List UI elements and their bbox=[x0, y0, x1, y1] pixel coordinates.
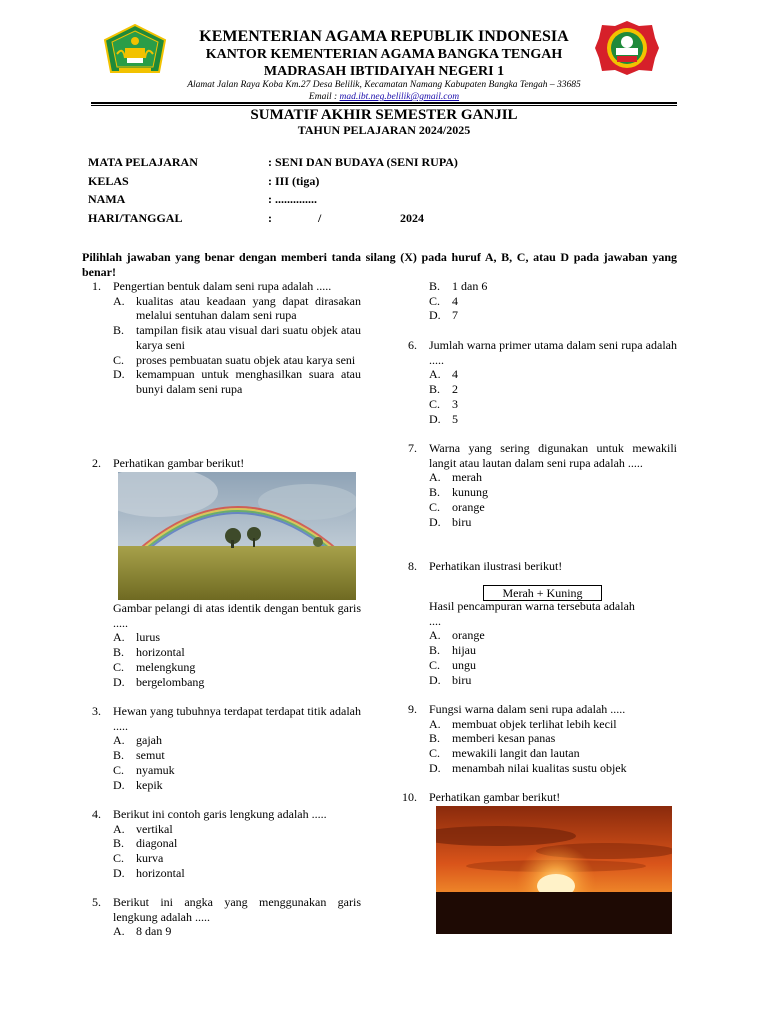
question-9 bbox=[397, 702, 677, 776]
option-d[interactable]: D. menambah nilai kualitas sustu objek bbox=[429, 760, 627, 775]
header-rule-thick bbox=[91, 102, 677, 104]
question-text: Perhatikan gambar berikut! bbox=[113, 456, 245, 470]
option-c[interactable]: C. 4 bbox=[429, 293, 458, 308]
question-8 bbox=[397, 559, 677, 574]
option-d[interactable]: D. kemampuan untuk menghasilkan suara atau bunyi dalam seni rupa bbox=[113, 367, 361, 396]
question-4 bbox=[81, 807, 361, 881]
question-text: Berikut ini contoh garis lengkung adalah ..... bbox=[113, 807, 327, 821]
option-c[interactable]: C. melengkung bbox=[113, 659, 196, 674]
instruction: Pilihlah jawaban yang benar dengan memberi tanda silang (X) pada huruf A, B, C, atau D pada jawaban yang benar! bbox=[82, 250, 677, 279]
option-a[interactable]: A. 8 dan 9 bbox=[113, 924, 172, 939]
option-d[interactable]: D. biru bbox=[429, 514, 472, 529]
question-number: 10. bbox=[402, 790, 417, 804]
question-followup: Gambar pelangi di atas identik dengan bentuk garis ..... bbox=[113, 601, 361, 630]
option-a[interactable]: A. gajah bbox=[113, 733, 162, 748]
sunset-image bbox=[436, 806, 672, 934]
question-number: 1. bbox=[92, 279, 101, 293]
option-c[interactable]: C. proses pembuatan suatu objek atau karya seni bbox=[113, 352, 356, 367]
question-text: Perhatikan ilustrasi berikut! bbox=[429, 559, 563, 573]
option-b[interactable]: B. hijau bbox=[429, 643, 476, 658]
question-3 bbox=[81, 704, 361, 792]
school-title: MADRASAH IBTIDAIYAH NEGERI 1 bbox=[263, 64, 505, 79]
question-text: Perhatikan gambar berikut! bbox=[429, 790, 561, 804]
question-followup: Hasil pencampuran warna tersebuta adalah .... bbox=[429, 599, 635, 628]
class-value: : III (tiga) bbox=[268, 174, 320, 188]
option-d[interactable]: D. biru bbox=[429, 672, 472, 687]
email-link[interactable]: mad.ibt.neg.belilik@gmail.com bbox=[339, 92, 460, 102]
option-b[interactable]: B. kunung bbox=[429, 485, 488, 500]
option-d[interactable]: D. bergelombang bbox=[113, 674, 205, 689]
email-label: Email : bbox=[308, 92, 340, 102]
option-c[interactable]: C. ungu bbox=[429, 657, 476, 672]
question-text: Hewan yang tubuhnya terdapat terdapat titik adalah ..... bbox=[113, 704, 361, 733]
ministry-title: KEMENTERIAN AGAMA REPUBLIK INDONESIA bbox=[199, 28, 569, 45]
option-a[interactable]: A. lurus bbox=[113, 630, 160, 645]
date-slash: / bbox=[318, 211, 322, 225]
option-a[interactable]: A. 4 bbox=[429, 367, 458, 382]
option-b[interactable]: B. diagonal bbox=[113, 836, 178, 851]
option-b[interactable]: B. semut bbox=[113, 748, 165, 763]
question-text: Fungsi warna dalam seni rupa adalah ..... bbox=[429, 702, 626, 716]
date-colon: : bbox=[268, 211, 272, 225]
option-d[interactable]: D. 7 bbox=[429, 308, 458, 323]
class-label: KELAS bbox=[88, 174, 129, 188]
option-a[interactable]: A. merah bbox=[429, 470, 482, 485]
exam-title: SUMATIF AKHIR SEMESTER GANJIL bbox=[250, 107, 518, 123]
option-b[interactable]: B. memberi kesan panas bbox=[429, 731, 556, 746]
option-c[interactable]: C. 3 bbox=[429, 396, 458, 411]
question-5-continued bbox=[429, 279, 677, 323]
option-d[interactable]: D. horizontal bbox=[113, 865, 185, 880]
question-number: 5. bbox=[92, 895, 101, 909]
date-label: HARI/TANGGAL bbox=[88, 211, 183, 225]
question-text: Pengertian bentuk dalam seni rupa adalah ..... bbox=[113, 279, 332, 293]
option-b[interactable]: B. 1 dan 6 bbox=[429, 279, 488, 293]
option-c[interactable]: C. nyamuk bbox=[113, 762, 175, 777]
name-value: : .............. bbox=[268, 192, 317, 206]
question-8-options bbox=[429, 599, 649, 687]
question-5 bbox=[81, 895, 361, 939]
question-number: 9. bbox=[408, 702, 417, 716]
option-c[interactable]: C. mewakili langit dan lautan bbox=[429, 746, 580, 761]
question-1 bbox=[81, 279, 361, 397]
option-a[interactable]: A. orange bbox=[429, 628, 485, 643]
header-rule-thin bbox=[91, 105, 677, 106]
date-year: 2024 bbox=[400, 211, 424, 225]
option-b[interactable]: B. 2 bbox=[429, 382, 458, 397]
option-b[interactable]: B. horizontal bbox=[113, 645, 185, 660]
exam-year: TAHUN PELAJARAN 2024/2025 bbox=[297, 123, 471, 137]
question-number: 3. bbox=[92, 704, 101, 718]
subject-label: MATA PELAJARAN bbox=[88, 155, 198, 169]
option-a[interactable]: A. kualitas atau keadaan yang dapat dirasakan melalui sentuhan dalam seni rupa bbox=[113, 293, 361, 323]
question-text: Warna yang sering digunakan untuk mewakili langit atau lautan dalam seni rupa adalah ..... bbox=[429, 441, 677, 470]
option-d[interactable]: D. 5 bbox=[429, 411, 458, 426]
option-c[interactable]: C. kurva bbox=[113, 851, 164, 866]
color-mix-box: Merah + Kuning bbox=[483, 585, 602, 601]
rainbow-image bbox=[118, 472, 356, 600]
question-number: 2. bbox=[92, 456, 101, 470]
question-6 bbox=[397, 338, 677, 426]
name-label: NAMA bbox=[88, 192, 126, 206]
school-address: Alamat Jalan Raya Koba Km.27 Desa Belilik, Kecamatan Namang Kabupaten Bangka Tengah – 33685 bbox=[187, 80, 581, 90]
question-2-options bbox=[113, 601, 361, 689]
question-text: Jumlah warna primer utama dalam seni rupa adalah ..... bbox=[429, 338, 677, 367]
question-number: 6. bbox=[408, 338, 417, 352]
question-number: 8. bbox=[408, 559, 417, 573]
option-d[interactable]: D. kepik bbox=[113, 777, 163, 792]
option-c[interactable]: C. orange bbox=[429, 499, 485, 514]
question-number: 4. bbox=[92, 807, 101, 821]
email-line bbox=[0, 92, 768, 102]
question-2 bbox=[81, 456, 361, 471]
question-number: 7. bbox=[408, 441, 417, 455]
option-b[interactable]: B. tampilan fisik atau visual dari suatu objek atau karya seni bbox=[113, 323, 361, 352]
question-text: Berikut ini angka yang menggunakan garis lengkung adalah ..... bbox=[113, 895, 361, 924]
question-7 bbox=[397, 441, 677, 529]
office-title: KANTOR KEMENTERIAN AGAMA BANGKA TENGAH bbox=[205, 47, 563, 62]
option-a[interactable]: A. membuat objek terlihat lebih kecil bbox=[429, 716, 617, 731]
option-a[interactable]: A. vertikal bbox=[113, 821, 173, 836]
question-10 bbox=[397, 790, 677, 805]
subject-value: : SENI DAN BUDAYA (SENI RUPA) bbox=[268, 155, 458, 169]
